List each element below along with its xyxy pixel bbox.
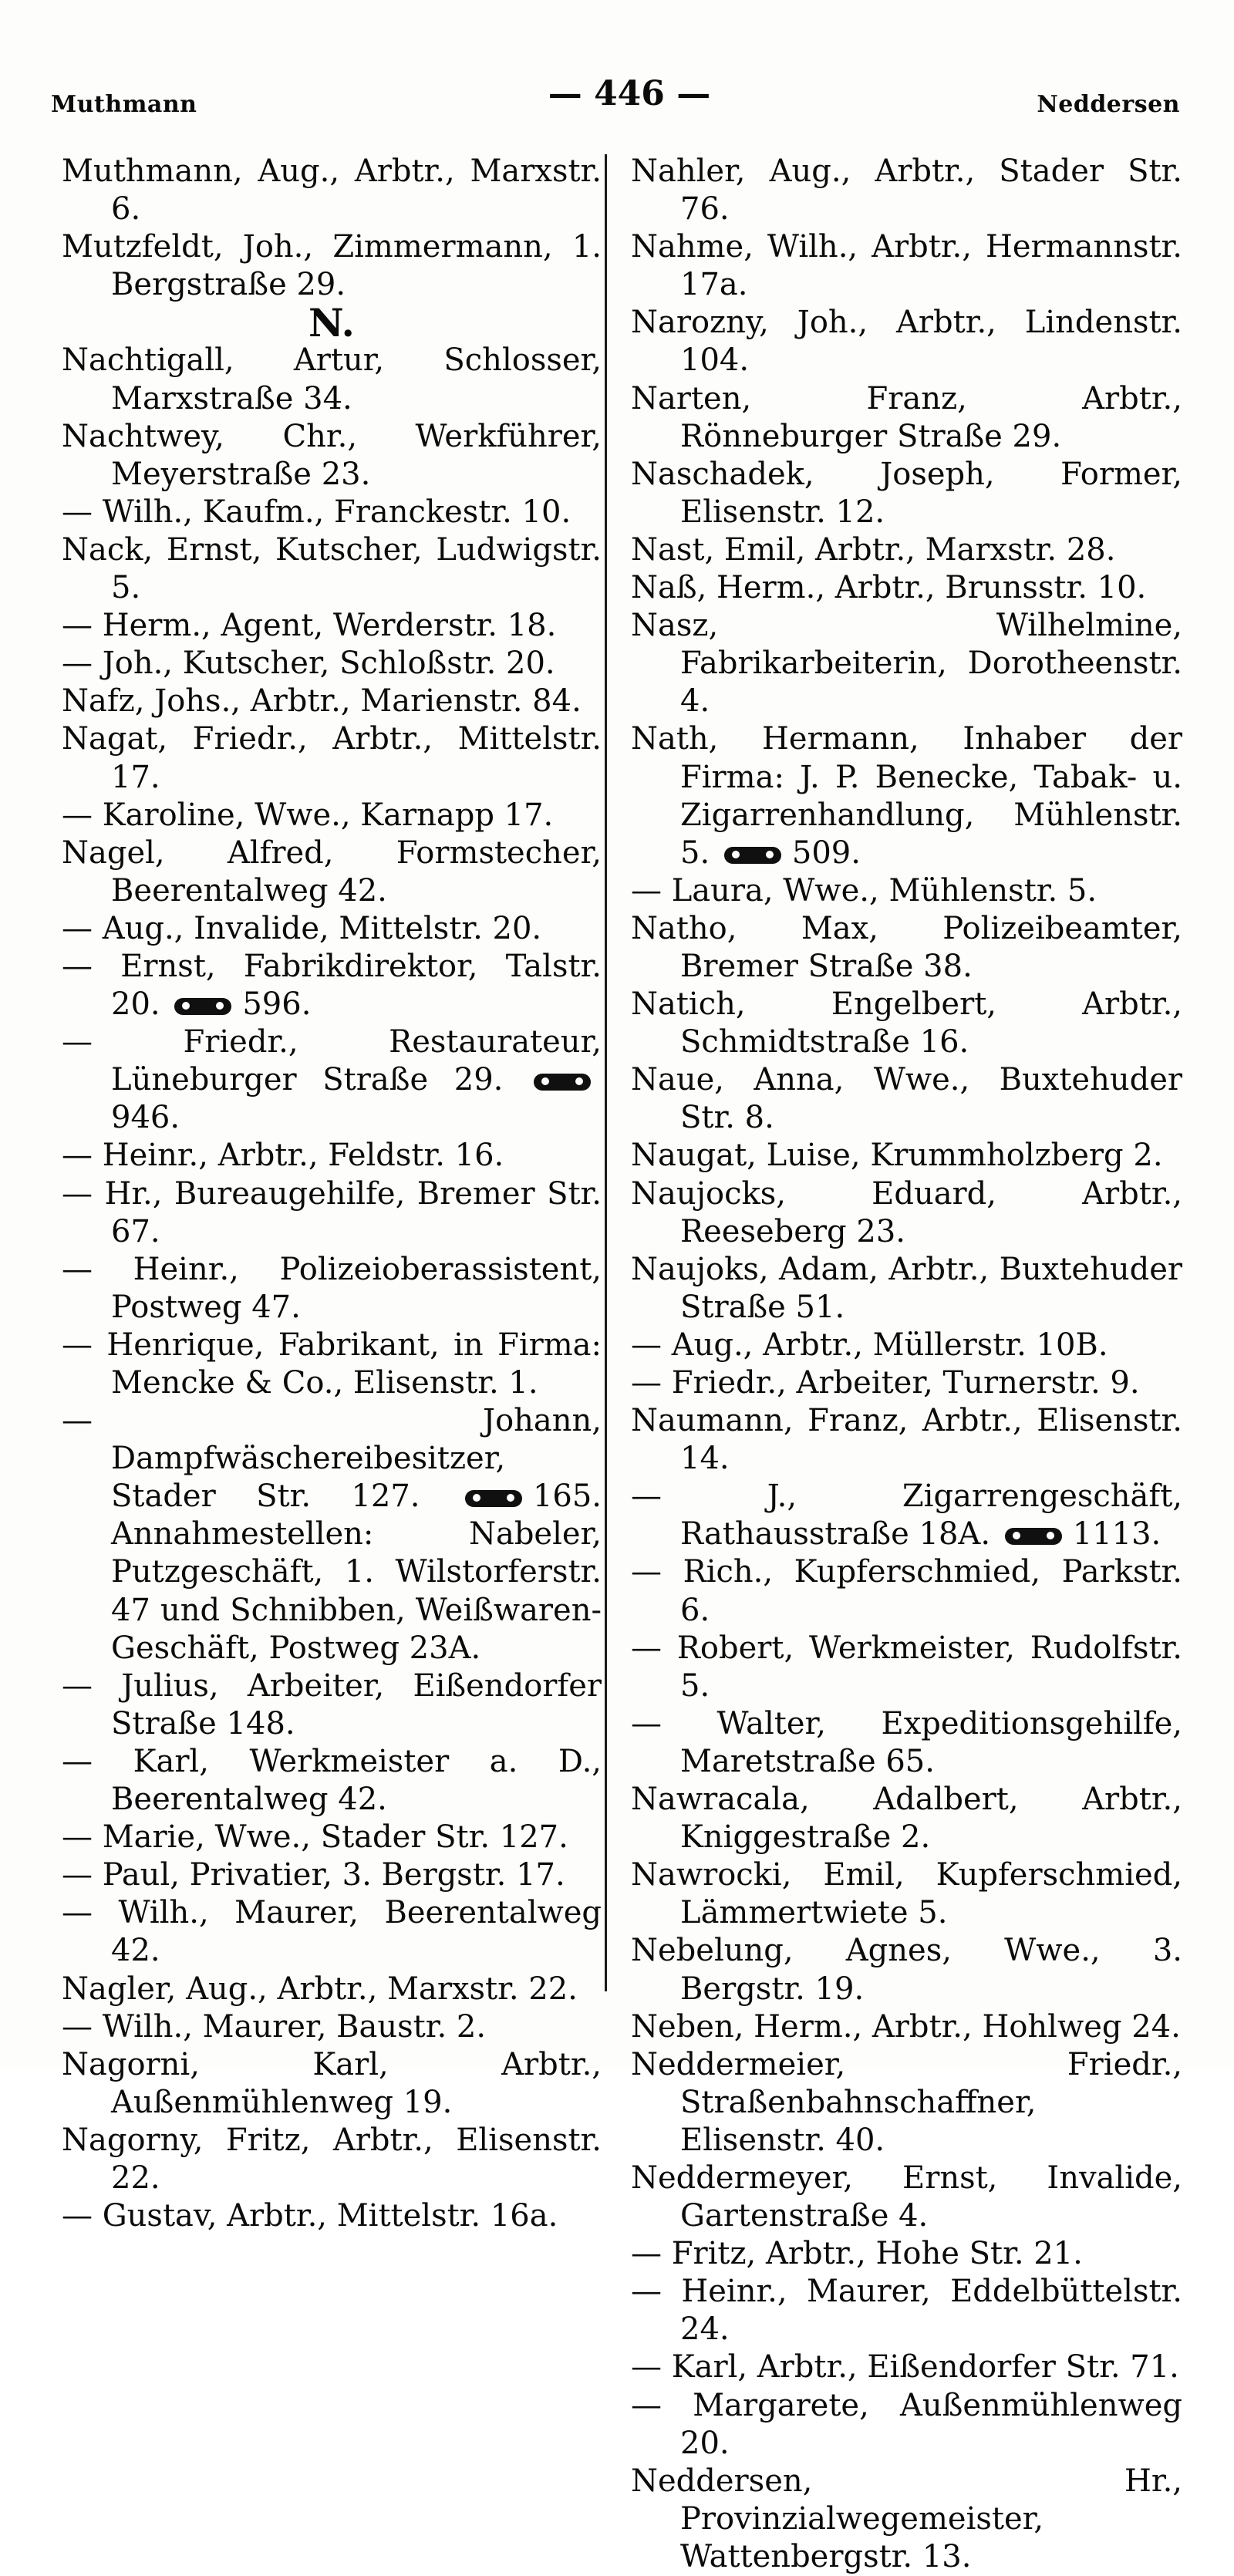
directory-entry (62, 1175, 602, 1251)
entry-text: Nasz, Wilhelmine, Fabrikarbeiterin, Dorotheenstr. 4. (631, 608, 1182, 720)
entry-text: Natho, Max, Polizeibeamter, Bremer Straße 38. (631, 910, 1182, 984)
directory-entry (631, 153, 1182, 228)
entry-text: Nafz, Johs., Arbtr., Marienstr. 84. (62, 683, 582, 720)
entry-text: Nebelung, Agnes, Wwe., 3. Bergstr. 19. (631, 1933, 1182, 2007)
directory-entry (62, 1402, 602, 1667)
entry-text: Mutzfeldt, Joh., Zimmermann, 1. Bergstraße 29. (62, 229, 602, 303)
entry-text: — Rich., Kupferschmied, Parkstr. 6. (631, 1554, 1182, 1628)
directory-entry (631, 1630, 1182, 1705)
directory-entry (631, 2008, 1182, 2046)
entry-text: Muthmann, Aug., Arbtr., Marxstr. 6. (62, 153, 602, 228)
header-left-catchword: Muthmann (51, 91, 197, 118)
entry-text: — Heinr., Maurer, Eddelbüttelstr. 24. (631, 2274, 1182, 2348)
directory-entry (62, 2122, 602, 2197)
entry-text: Nawrocki, Emil, Kupferschmied, Lämmertwiete 5. (631, 1857, 1182, 1931)
directory-entry (631, 872, 1182, 910)
entry-text: Natich, Engelbert, Arbtr., Schmidtstraße 16. (631, 986, 1182, 1060)
entry-text: Narozny, Joh., Arbtr., Lindenstr. 104. (631, 305, 1182, 379)
entry-text: Nahme, Wilh., Arbtr., Hermannstr. 17a. (631, 229, 1182, 303)
entry-text: — Wilh., Maurer, Beerentalweg 42. (62, 1895, 602, 1969)
directory-entry (62, 228, 602, 304)
directory-entry (62, 835, 602, 910)
entry-text: — Joh., Kutscher, Schloßstr. 20. (62, 646, 555, 682)
entry-text: Naß, Herm., Arbtr., Brunsstr. 10. (631, 570, 1147, 606)
directory-entry (62, 342, 602, 417)
directory-entry (62, 1251, 602, 1327)
telephone-icon (174, 998, 231, 1015)
entry-text: Naujoks, Adam, Arbtr., Buxtehuder Straße 51. (631, 1251, 1182, 1325)
directory-entry (62, 607, 602, 645)
entry-text: — Karoline, Wwe., Karnapp 17. (62, 797, 554, 833)
directory-entry (62, 1023, 602, 1137)
directory-entry (62, 1894, 602, 1970)
entry-text: Neddermeyer, Ernst, Invalide, Gartenstraße 4. (631, 2160, 1182, 2234)
entry-text: Naschadek, Joseph, Former, Elisenstr. 12. (631, 456, 1182, 530)
column-divider (605, 154, 607, 1991)
entry-text: — Karl, Werkmeister a. D., Beerentalweg 42. (62, 1743, 602, 1818)
directory-entry (631, 531, 1182, 569)
directory-entry (631, 569, 1182, 607)
entry-text: — Julius, Arbeiter, Eißendorfer Straße 148. (62, 1667, 602, 1741)
entry-text: — Henrique, Fabrikant, in Firma: Mencke & Co., Elisenstr. 1. (62, 1327, 602, 1401)
directory-entry (631, 2463, 1182, 2576)
entry-text: — Fritz, Arbtr., Hohe Str. 21. (631, 2236, 1083, 2272)
entry-text: Nagorny, Fritz, Arbtr., Elisenstr. 22. (62, 2122, 602, 2196)
directory-entry (62, 720, 602, 796)
entry-text: Nagel, Alfred, Formstecher, Beerentalweg 42. (62, 835, 602, 909)
directory-entry (62, 683, 602, 720)
entry-text: Nath, Hermann, Inhaber der Firma: J. P. Benecke, Tabak- u. Zigarrenhandlung, Mühlenstr. 5. (631, 721, 1182, 871)
directory-entry (62, 531, 602, 607)
entry-text: — Ernst, Fabrikdirektor, Talstr. 20. (62, 948, 602, 1023)
directory-entry (62, 1327, 602, 1402)
telephone-number: 509. (791, 835, 861, 871)
directory-entry (62, 2046, 602, 2122)
directory-entry (631, 1553, 1182, 1629)
entry-note: Annahmestellen: Nabeler, Putzgeschäft, 1. Wilstorferstr. 47 und Schnibben, Weißwaren-Geschäft, Postweg 23A. (111, 1516, 602, 1666)
running-head (51, 74, 1180, 116)
entry-text: — Aug., Arbtr., Müllerstr. 10B. (631, 1327, 1108, 1363)
entry-text: — Friedr., Restaurateur, Lüneburger Straße 29. (62, 1024, 602, 1098)
directory-entry (631, 456, 1182, 531)
entry-text: Neben, Herm., Arbtr., Hohlweg 24. (631, 2008, 1181, 2045)
entry-text: — Marie, Wwe., Stader Str. 127. (62, 1819, 568, 1856)
entry-text: Narten, Franz, Arbtr., Rönneburger Straße 29. (631, 380, 1182, 454)
directory-entry (631, 1402, 1182, 1478)
directory-entry (62, 910, 602, 948)
directory-entry (631, 910, 1182, 986)
entry-text: Naue, Anna, Wwe., Buxtehuder Str. 8. (631, 1062, 1182, 1136)
directory-entry (631, 2046, 1182, 2160)
entry-text: Nachtigall, Artur, Schlosser, Marxstraße 34. (62, 342, 602, 416)
entry-text: — Robert, Werkmeister, Rudolfstr. 5. (631, 1630, 1182, 1704)
directory-entry (631, 2273, 1182, 2348)
directory-entry (631, 1137, 1182, 1175)
directory-entry (62, 797, 602, 835)
directory-entry (631, 1364, 1182, 1402)
directory-entry (62, 418, 602, 494)
header-right-catchword: Neddersen (1037, 91, 1180, 118)
entry-text: — Johann, Dampfwäschereibesitzer, Stader Str. 127. (62, 1403, 602, 1515)
entry-text: Nagorni, Karl, Arbtr., Außenmühlenweg 19. (62, 2046, 602, 2120)
entry-text: — Heinr., Arbtr., Feldstr. 16. (62, 1138, 504, 1174)
directory-entry (631, 1705, 1182, 1781)
entry-text: Neddersen, Hr., Provinzialwegemeister, Wattenbergstr. 13. (631, 2463, 1182, 2574)
entry-text: — Friedr., Arbeiter, Turnerstr. 9. (631, 1365, 1140, 1401)
entry-text: — Laura, Wwe., Mühlenstr. 5. (631, 872, 1097, 909)
directory-entry (631, 1932, 1182, 2008)
telephone-number: 1113. (1072, 1516, 1162, 1553)
directory-entry (631, 2387, 1182, 2463)
right-column (631, 153, 1182, 2576)
directory-entry (631, 1781, 1182, 1856)
directory-entry (62, 948, 602, 1023)
entry-text: Nack, Ernst, Kutscher, Ludwigstr. 5. (62, 531, 602, 606)
section-letter: N. (308, 300, 355, 346)
entry-text: — Margarete, Außenmühlenweg 20. (631, 2387, 1182, 2461)
directory-entry (631, 2348, 1182, 2386)
telephone-icon (465, 1490, 522, 1507)
directory-entry (62, 645, 602, 683)
directory-entry (631, 607, 1182, 720)
entry-text: Nagler, Aug., Arbtr., Marxstr. 22. (62, 1971, 578, 2007)
directory-entry (62, 494, 602, 531)
telephone-icon (1005, 1528, 1062, 1545)
entry-text: — J., Zigarrengeschäft, Rathausstraße 18A. (631, 1479, 1182, 1553)
directory-entry (62, 2008, 602, 2046)
entry-text: Nast, Emil, Arbtr., Marxstr. 28. (631, 531, 1116, 568)
entry-text: — Karl, Arbtr., Eißendorfer Str. 71. (631, 2349, 1179, 2385)
entry-text: Neddermeier, Friedr., Straßenbahnschaffner, Elisenstr. 40. (631, 2046, 1182, 2158)
entry-text: Nachtwey, Chr., Werkführer, Meyerstraße 23. (62, 418, 602, 492)
directory-entry (631, 304, 1182, 379)
directory-entry (62, 2197, 602, 2235)
directory-entry (631, 380, 1182, 456)
telephone-icon (724, 847, 781, 864)
entry-text: — Wilh., Kaufm., Franckestr. 10. (62, 494, 571, 530)
directory-entry (631, 1478, 1182, 1553)
directory-entry (62, 153, 602, 228)
directory-entry (631, 1061, 1182, 1137)
directory-entry (62, 1743, 602, 1819)
telephone-icon (534, 1074, 591, 1091)
entry-text: Naujocks, Eduard, Arbtr., Reeseberg 23. (631, 1175, 1182, 1249)
entry-text: Nagat, Friedr., Arbtr., Mittelstr. 17. (62, 721, 602, 795)
entry-text: — Gustav, Arbtr., Mittelstr. 16a. (62, 2198, 558, 2234)
directory-entry (631, 720, 1182, 872)
page-number: — 446 — (548, 74, 711, 113)
entry-text: — Walter, Expeditionsgehilfe, Maretstraße 65. (631, 1705, 1182, 1779)
entry-text: Naumann, Franz, Arbtr., Elisenstr. 14. (631, 1403, 1182, 1477)
entry-text: — Aug., Invalide, Mittelstr. 20. (62, 910, 542, 946)
entry-text: Naugat, Luise, Krummholzberg 2. (631, 1138, 1163, 1174)
entry-text: — Wilh., Maurer, Baustr. 2. (62, 2008, 487, 2045)
entry-text: — Herm., Agent, Werderstr. 18. (62, 608, 557, 644)
entry-text: — Heinr., Polizeioberassistent, Postweg 47. (62, 1251, 602, 1325)
entry-text: — Hr., Bureaugehilfe, Bremer Str. 67. (62, 1175, 602, 1249)
telephone-number: 596. (242, 986, 312, 1023)
directory-entry (631, 2235, 1182, 2273)
entry-text: Nahler, Aug., Arbtr., Stader Str. 76. (631, 153, 1182, 228)
telephone-number: 165. (532, 1479, 602, 1515)
directory-entry (631, 2160, 1182, 2235)
directory-entry (62, 1667, 602, 1743)
directory-entry (631, 1251, 1182, 1327)
directory-entry (62, 1971, 602, 2008)
directory-entry (631, 1327, 1182, 1364)
directory-entry (62, 1856, 602, 1894)
directory-entry (631, 1175, 1182, 1251)
directory-entry (631, 1856, 1182, 1932)
directory-entry (62, 1819, 602, 1856)
directory-entry (62, 1137, 602, 1175)
entry-text: Nawracala, Adalbert, Arbtr., Kniggestraße 2. (631, 1782, 1182, 1856)
entry-text: — Paul, Privatier, 3. Bergstr. 17. (62, 1857, 565, 1893)
telephone-number: 946. (111, 1100, 180, 1136)
left-column (62, 153, 602, 2235)
directory-entry (631, 986, 1182, 1061)
directory-entry (631, 228, 1182, 304)
